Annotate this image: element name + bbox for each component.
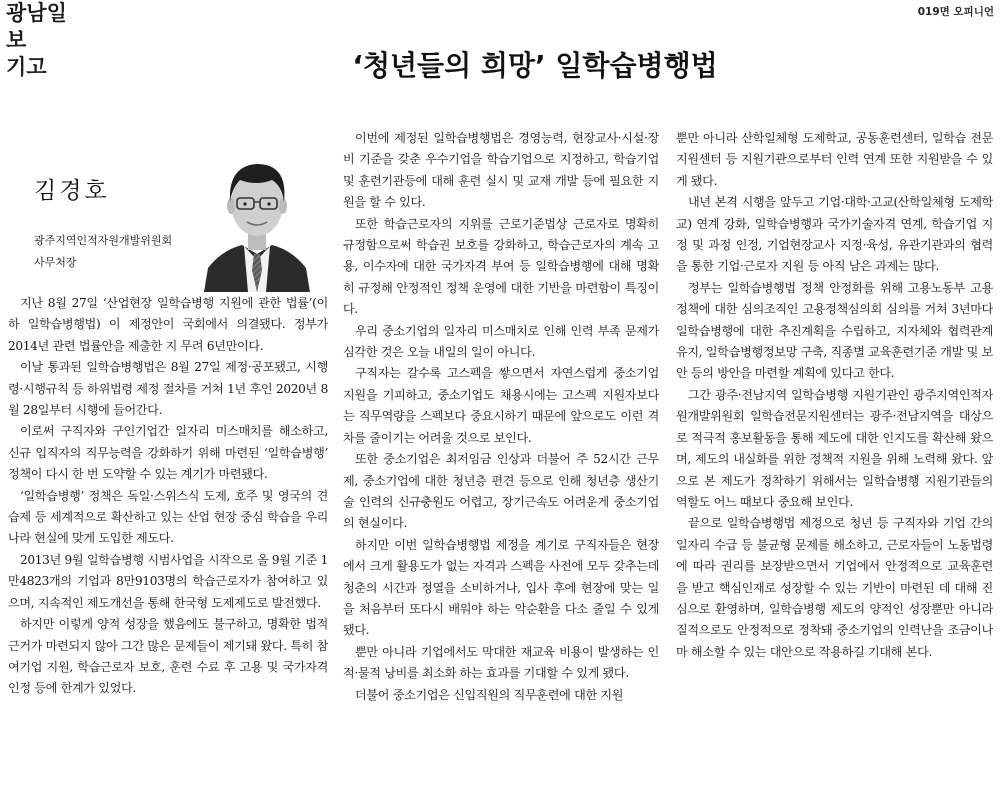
paragraph: 또한 중소기업은 최저임금 인상과 더불어 주 52시간 근무제, 중소기업에 대한 청년층 편견 등으로 인해 청년층 생산기술 인력의 신규충원도 어렵고, 장기근속도 어려운게 중소기업의 현실이다. — [343, 452, 659, 531]
paragraph: 내년 본격 시행을 앞두고 기업·대학·고교(산학일체형 도제학교) 연계 강화, 일학습병행과 국가기술자격 연계, 학습기업 지정 및 과정 인정, 기업현장교사 지정·육성, 유관기관과의 협력을 통한 기업·근로자 지원 등 아직 남은 과제는 많다. — [676, 195, 993, 274]
article-column-3 — [676, 128, 993, 790]
paragraph: 이로써 구직자와 구인기업간 일자리 미스매치를 해소하고, 신규 입직자의 직무능력을 강화하기 위해 마련된 ‘일학습병행’ 정책이 다시 한 번 도약할 수 있는 계기가 마련됐다. — [8, 424, 328, 482]
page-info: 019면 오피니언 — [917, 6, 994, 18]
masthead — [6, 0, 86, 81]
paragraph: 이날 통과된 일학습병행법은 8월 27일 제정·공포됐고, 시행령·시행규칙 등 하위법령 제정 절차를 거쳐 1년 후인 2020년 8월 28일부터 시행에 들어간다. — [8, 360, 328, 418]
paragraph: 하지만 이렇게 양적 성장을 했음에도 불구하고, 명확한 법적 근거가 마련되지 않아 그간 많은 문제들이 제기돼 왔다. 특히 참여기업 지원, 학습근로자 보호, 훈련 수료 후 고용 및 국가자격 인정 등에 한계가 있었다. — [8, 617, 328, 696]
paragraph: 끝으로 일학습병행법 제정으로 청년 등 구직자와 기업 간의 일자리 수급 등 불균형 문제를 해소하고, 근로자들이 노동법령에 따라 권리를 보장받으면서 기업에서 안정적으로 교육훈련을 받고 핵심인재로 성장할 수 있는 기반이 마련된 데 대해 진심으로 환영하며, 일학습병행 제도의 양적인 성장뿐만 아니라 질적으로도 안정적으로 정착돼 중소기업의 인력난을 조금이나마 해소할 수 있는 대안으로 작용하길 기대해 본다. — [676, 516, 993, 659]
article-column-1 — [8, 293, 328, 787]
paragraph: 구직자는 갈수록 고스펙을 쌓으면서 자연스럽게 중소기업 지원을 기피하고, 중소기업도 채용시에는 고스펙 지원자보다는 직무역량을 스펙보다 중요시하기 때문에 앞으로도 이런 격차를 줄이기는 어려울 것으로 보인다. — [343, 366, 659, 445]
paragraph: 뿐만 아니라 산학일체형 도제학교, 공동훈련센터, 일학습 전문지원센터 등 지원기관으로부터 인력 연계 또한 지원받을 수 있게 됐다. — [676, 131, 993, 188]
paragraph: 이번에 제정된 일학습병행법은 경영능력, 현장교사·시설·장비 기준을 갖춘 우수기업을 학습기업으로 지정하고, 학습기업 및 훈련기관등에 대해 훈련 실시 및 교재 개발 등에 필요한 지원을 할 수 있다. — [343, 131, 659, 210]
paragraph: 하지만 이번 일학습병행법 제정을 계기로 구직자들은 현장에서 크게 활용도가 없는 자격과 스펙을 사전에 모두 갖추는데 청춘의 시간과 정열을 소비하거나, 입사 후에 현장에 맞는 일을 처음부터 또다시 배워야 하는 악순환을 다소 줄일 수 있게 됐다. — [343, 537, 659, 638]
author-name: 김경호 — [34, 178, 110, 204]
author-box — [0, 120, 320, 290]
author-photo — [202, 142, 312, 292]
author-affiliation-line1: 광주지역인적자원개발위원회 — [34, 234, 173, 247]
author-affiliation — [34, 230, 172, 274]
paragraph: 또한 학습근로자의 지위를 근로기준법상 근로자로 명확히 규정함으로써 학습권 보호를 강화하고, 학습근로자의 계속 고용, 이수자에 대한 국가자격 부여 등 일학습병행에 대해 명확히 규정해 안정적인 정책 운영에 대한 기반을 마련함이 특징이다. — [343, 216, 659, 317]
newspaper-name: 광남일보 — [6, 1, 67, 52]
article-headline: ‘청년들의 희망’ 일학습병행법 — [352, 49, 718, 82]
paragraph: 뿐만 아니라 기업에서도 막대한 재교육 비용이 발생하는 인적·물적 낭비를 최소화 하는 효과를 기대할 수 있게 됐다. — [343, 644, 659, 681]
section-label: 기고 — [6, 55, 47, 79]
paragraph: ‘일학습병행’ 정책은 독일·스위스식 도제, 호주 및 영국의 견습제 등 세계적으로 확산하고 있는 산업 현장 중심 학습을 우리나라 현실에 맞게 도입한 제도다. — [8, 488, 328, 546]
paragraph: 지난 8월 27일 ‘산업현장 일학습병행 지원에 관한 법률’(이하 일학습병행법) 이 제정안이 국회에서 의결됐다. 정부가 2014년 관련 법률안을 제출한 지 무려 6년만이다. — [8, 296, 328, 353]
paragraph: 더불어 중소기업은 신입직원의 직무훈련에 대한 지원 — [355, 687, 624, 702]
paragraph: 우리 중소기업의 일자리 미스매치로 인해 인력 부족 문제가 심각한 것은 오늘 내일의 일이 아니다. — [343, 323, 659, 360]
article-column-2 — [343, 128, 659, 790]
paragraph: 2013년 9월 일학습병행 시범사업을 시작으로 올 9월 기준 1만4823개의 기업과 8만9103명의 학습근로자가 참여하고 있으며, 지속적인 제도개선을 통해 한국형 도제제도로 발전했다. — [8, 552, 328, 610]
paragraph: 그간 광주·전남지역 일학습병행 지원기관인 광주지역인적자원개발위원회 일학습전문지원센터는 광주·전남지역을 대상으로 적극적 홍보활동을 통해 제도에 대한 인지도를 확산해 왔으며, 제도의 내실화를 위한 정책적 지원을 위해 노력해 왔다. 앞으로 본 제도가 정착하기 위해서는 일학습병행 지원기관들의 역할도 어느 때보다 중요해 보인다. — [676, 387, 993, 509]
paragraph: 정부는 일학습병행법 정책 안정화를 위해 고용노동부 고용정책에 대한 심의조직인 고용정책심의회 심의를 거쳐 3년마다 일학습병행에 대한 추진계획을 수립하고, 지자체와 협력관계 유지, 일학습병행정보망 구축, 직종별 교육훈련기준 개발 및 보안 등의 방안을 마련할 계획에 있다고 한다. — [676, 280, 993, 381]
author-affiliation-line2: 사무처장 — [34, 256, 77, 269]
